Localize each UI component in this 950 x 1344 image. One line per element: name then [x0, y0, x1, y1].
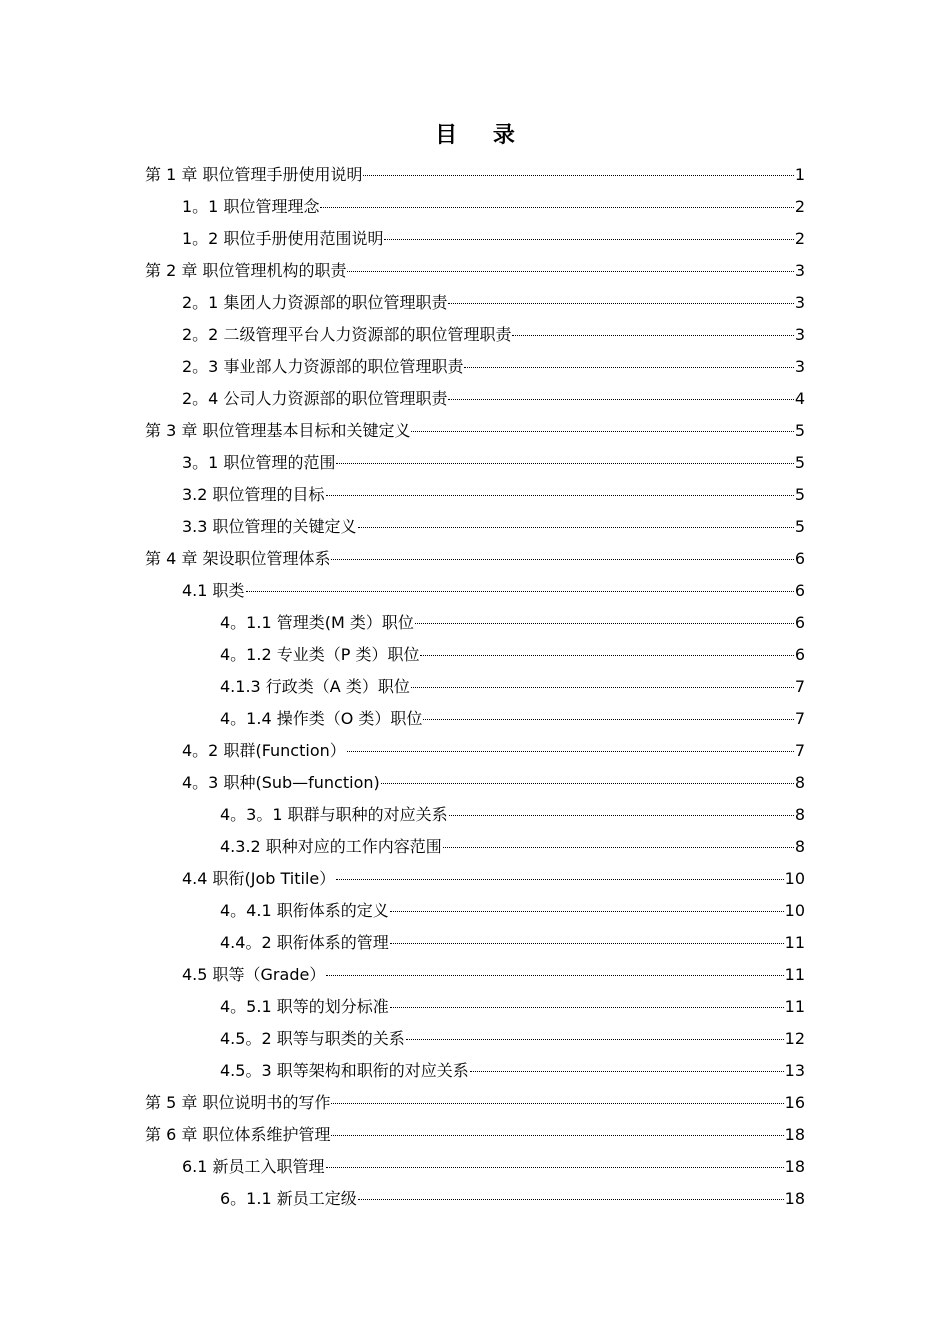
toc-entry-text: 3.2 职位管理的目标 — [182, 485, 325, 504]
toc-entry[interactable] — [220, 803, 805, 827]
toc-entry-text: 1。1 职位管理理念 — [182, 197, 320, 216]
toc-page-number: 5 — [794, 453, 805, 472]
toc-entry-text: 第 3 章 职位管理基本目标和关键定义 — [145, 421, 411, 440]
toc-leader — [423, 719, 793, 720]
toc-entry-text: 2。4 公司人力资源部的职位管理职责 — [182, 389, 448, 408]
toc-entry-text: 4。1.1 管理类(M 类）职位 — [220, 613, 414, 632]
toc-entry-text: 3。1 职位管理的范围 — [182, 453, 336, 472]
toc-entry[interactable] — [145, 547, 805, 571]
toc-entry-text: 4.1.3 行政类（A 类）职位 — [220, 677, 410, 696]
toc-leader — [331, 1135, 783, 1136]
toc-leader — [331, 559, 793, 560]
toc-page-number: 6 — [794, 581, 805, 600]
toc-page-number: 3 — [794, 293, 805, 312]
toc-entry[interactable] — [220, 995, 805, 1019]
toc-entry-text: 第 4 章 架设职位管理体系 — [145, 549, 331, 568]
toc-entry-text: 6。1.1 新员工定级 — [220, 1189, 357, 1208]
toc-entry[interactable] — [182, 1155, 805, 1179]
toc-title: 目 录 — [435, 123, 529, 148]
toc-entry-text: 4。1.4 操作类（O 类）职位 — [220, 709, 423, 728]
toc-entry-text: 4.3.2 职种对应的工作内容范围 — [220, 837, 442, 856]
toc-entry[interactable] — [182, 387, 805, 411]
toc-entry-text: 6.1 新员工入职管理 — [182, 1157, 325, 1176]
toc-entry-text: 2。1 集团人力资源部的职位管理职责 — [182, 293, 448, 312]
toc-entry-text: 第 6 章 职位体系维护管理 — [145, 1125, 331, 1144]
toc-entry[interactable] — [145, 419, 805, 443]
toc-leader — [449, 815, 794, 816]
toc-leader — [320, 207, 793, 208]
toc-entry[interactable] — [182, 963, 805, 987]
toc-entry[interactable] — [145, 1091, 805, 1115]
toc-entry[interactable] — [220, 1059, 805, 1083]
toc-leader — [411, 431, 793, 432]
toc-entry-text: 4。1.2 专业类（P 类）职位 — [220, 645, 420, 664]
toc-page-number: 18 — [784, 1157, 805, 1176]
toc-page-number: 3 — [794, 325, 805, 344]
toc-page-number: 7 — [794, 677, 805, 696]
toc-leader — [347, 751, 794, 752]
toc-entry-text: 3.3 职位管理的关键定义 — [182, 517, 357, 536]
toc-page-number: 1 — [794, 165, 805, 184]
toc-page-number: 11 — [784, 997, 805, 1016]
toc-entry-text: 1。2 职位手册使用范围说明 — [182, 229, 384, 248]
toc-entry[interactable] — [220, 899, 805, 923]
toc-leader — [411, 687, 794, 688]
toc-entry[interactable] — [220, 611, 805, 635]
toc-page-number: 11 — [784, 933, 805, 952]
toc-entry[interactable] — [220, 643, 805, 667]
toc-entry[interactable] — [145, 259, 805, 283]
toc-leader — [381, 783, 794, 784]
toc-entry-text: 4。4.1 职衔体系的定义 — [220, 901, 389, 920]
toc-entry[interactable] — [182, 771, 805, 795]
toc-entry[interactable] — [182, 867, 805, 891]
toc-entry[interactable] — [182, 579, 805, 603]
toc-page-number: 5 — [794, 517, 805, 536]
toc-leader — [470, 1071, 784, 1072]
toc-leader — [512, 335, 793, 336]
toc-leader — [326, 975, 783, 976]
toc-page-number: 6 — [794, 613, 805, 632]
toc-page-number: 2 — [794, 229, 805, 248]
toc-leader — [358, 1199, 784, 1200]
toc-page-number: 10 — [784, 869, 805, 888]
toc-page-number: 8 — [794, 805, 805, 824]
toc-entry[interactable] — [182, 227, 805, 251]
toc-page-number: 18 — [784, 1189, 805, 1208]
toc-entry-text: 4.5。2 职等与职类的关系 — [220, 1029, 405, 1048]
toc-leader — [336, 463, 793, 464]
toc-entry-text: 4.4 职衔(Job Titile） — [182, 869, 336, 888]
toc-leader — [326, 495, 794, 496]
toc-page-number: 3 — [794, 357, 805, 376]
toc-page-number: 12 — [784, 1029, 805, 1048]
toc-entry-text: 第 1 章 职位管理手册使用说明 — [145, 165, 363, 184]
toc-page-number: 16 — [784, 1093, 805, 1112]
toc-entry-text: 第 2 章 职位管理机构的职责 — [145, 261, 347, 280]
toc-entry-text: 4.4。2 职衔体系的管理 — [220, 933, 389, 952]
toc-page-number: 3 — [794, 261, 805, 280]
toc-leader — [336, 879, 783, 880]
toc-entry[interactable] — [220, 1187, 805, 1211]
toc-page-number: 6 — [794, 645, 805, 664]
toc-page-number: 4 — [794, 389, 805, 408]
toc-leader — [464, 367, 793, 368]
toc-entry-text: 4.5 职等（Grade） — [182, 965, 326, 984]
toc-page-number: 8 — [794, 773, 805, 792]
toc-leader — [384, 239, 793, 240]
toc-entry-text: 第 5 章 职位说明书的写作 — [145, 1093, 331, 1112]
toc-entry-text: 4.1 职类 — [182, 581, 245, 600]
toc-leader — [420, 655, 793, 656]
toc-leader — [390, 911, 784, 912]
toc-entry[interactable] — [220, 675, 805, 699]
toc-entry[interactable] — [182, 355, 805, 379]
toc-leader — [390, 1007, 784, 1008]
toc-leader — [448, 303, 793, 304]
toc-page-number: 6 — [794, 549, 805, 568]
toc-leader — [443, 847, 794, 848]
toc-entry[interactable] — [220, 1027, 805, 1051]
toc-leader — [246, 591, 794, 592]
toc-page-number: 5 — [794, 485, 805, 504]
toc-page-number: 8 — [794, 837, 805, 856]
toc-entry-text: 4.5。3 职等架构和职衔的对应关系 — [220, 1061, 469, 1080]
toc-page-number: 18 — [784, 1125, 805, 1144]
toc-entry[interactable] — [182, 515, 805, 539]
toc-entry[interactable] — [220, 835, 805, 859]
toc-entry[interactable] — [145, 163, 805, 187]
toc-entry[interactable] — [145, 1123, 805, 1147]
toc-entry[interactable] — [182, 195, 805, 219]
toc-leader — [448, 399, 793, 400]
toc-entry-text: 4。5.1 职等的划分标准 — [220, 997, 389, 1016]
toc-entry[interactable] — [220, 931, 805, 955]
toc-page-number: 2 — [794, 197, 805, 216]
toc-entry[interactable] — [182, 483, 805, 507]
toc-entry[interactable] — [182, 323, 805, 347]
toc-page-number: 7 — [794, 741, 805, 760]
toc-leader — [347, 271, 793, 272]
toc-leader — [331, 1103, 783, 1104]
toc-entry-text: 2。3 事业部人力资源部的职位管理职责 — [182, 357, 464, 376]
toc-page-number: 10 — [784, 901, 805, 920]
toc-entry-text: 4。3 职种(Sub—function) — [182, 773, 380, 792]
toc-page-number: 13 — [784, 1061, 805, 1080]
toc-entry-text: 4。3。1 职群与职种的对应关系 — [220, 805, 448, 824]
toc-entry-text: 4。2 职群(Function） — [182, 741, 346, 760]
toc-leader — [358, 527, 794, 528]
toc-leader — [390, 943, 784, 944]
toc-entry[interactable] — [182, 291, 805, 315]
toc-entry-text: 2。2 二级管理平台人力资源部的职位管理职责 — [182, 325, 512, 344]
toc-entry[interactable] — [182, 739, 805, 763]
toc-page-number: 7 — [794, 709, 805, 728]
toc-page-number: 11 — [784, 965, 805, 984]
toc-entry[interactable] — [182, 451, 805, 475]
toc-leader — [406, 1039, 784, 1040]
toc-leader — [415, 623, 794, 624]
toc-leader — [363, 175, 793, 176]
toc-leader — [326, 1167, 784, 1168]
toc-entry[interactable] — [220, 707, 805, 731]
toc-page-number: 5 — [794, 421, 805, 440]
